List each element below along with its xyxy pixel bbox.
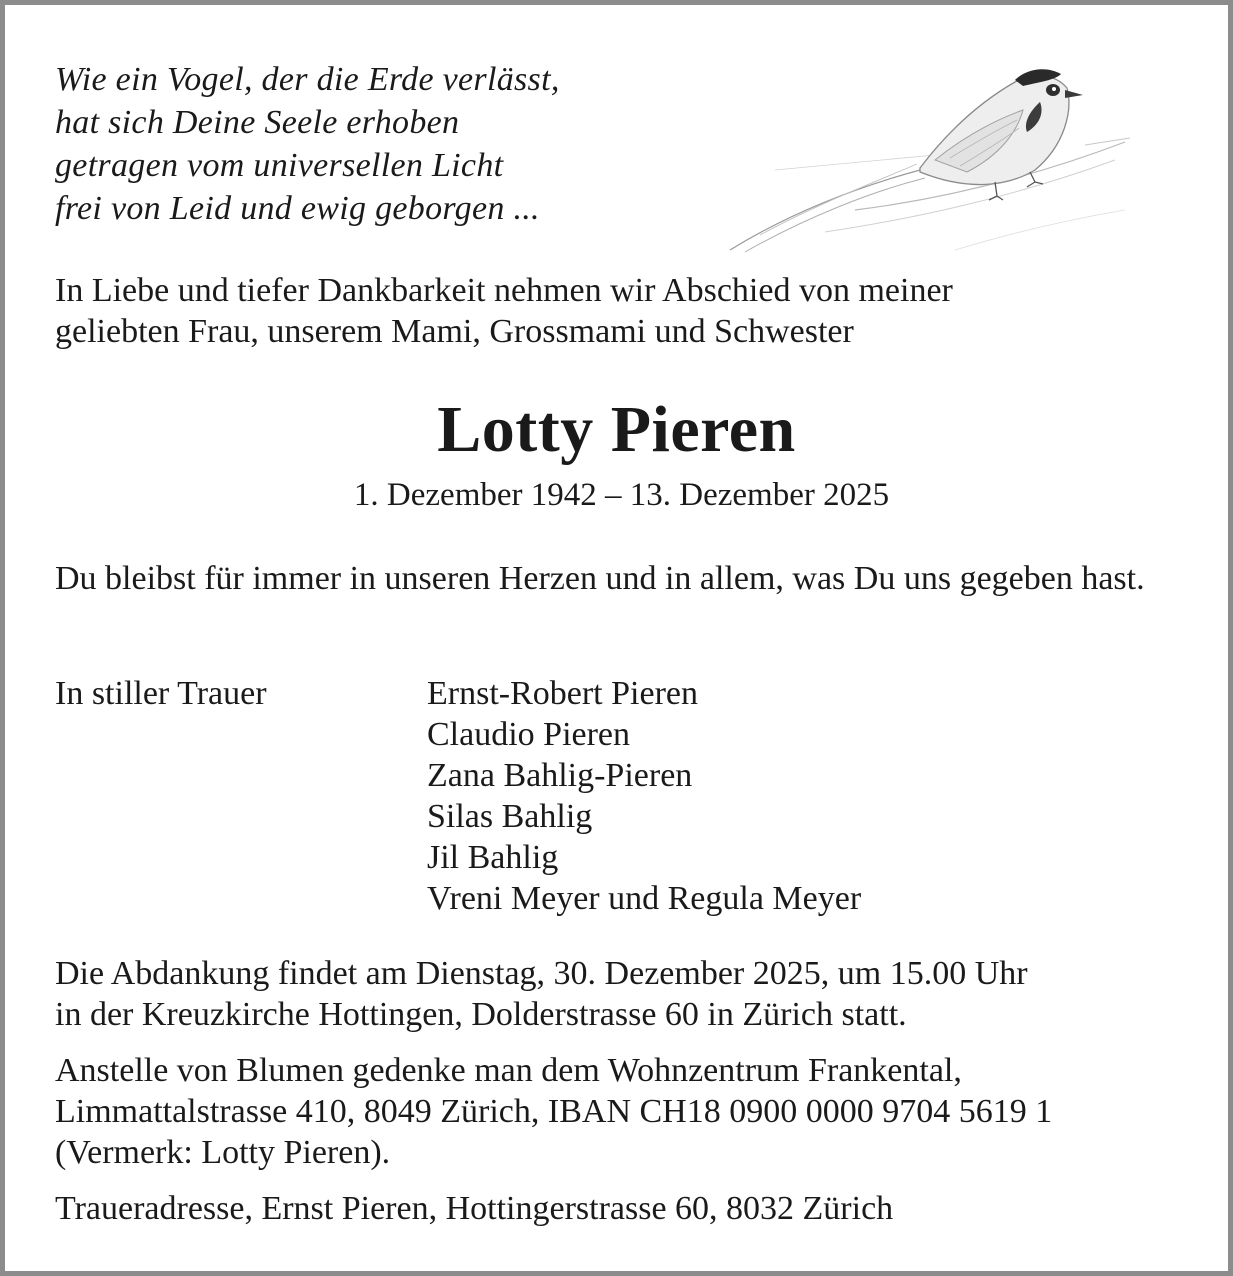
mourning-label: In stiller Trauer [55,675,267,712]
intro-line: geliebten Frau, unserem Mami, Grossmami und Schwester [55,313,854,350]
poem-line: hat sich Deine Seele erhoben [55,104,460,141]
donation-line: Limmattalstrasse 410, 8049 Zürich, IBAN CH18 0900 0000 9704 5619 1 [55,1093,1053,1130]
poem-line: frei von Leid und ewig geborgen ... [55,190,540,227]
life-dates: 1. Dezember 1942 – 13. Dezember 2025 [353,477,890,513]
donation-line: (Vermerk: Lotty Pieren). [55,1134,391,1171]
mourner-name: Jil Bahlig [427,839,559,876]
mourner-name: Vreni Meyer und Regula Meyer [427,880,862,917]
service-info [55,953,1028,1035]
intro-line: In Liebe und tiefer Dankbarkeit nehmen wir Abschied von meiner [55,272,953,309]
poem-line: Wie ein Vogel, der die Erde verlässt, [55,61,560,98]
mourner-name: Silas Bahlig [427,798,593,835]
service-line: Die Abdankung findet am Dienstag, 30. Dezember 2025, um 15.00 Uhr [55,955,1028,992]
mourner-name: Zana Bahlig-Pieren [427,757,693,794]
bird-drawing-icon [705,60,1145,260]
mourner-name: Claudio Pieren [427,716,631,753]
donation-info [55,1050,1052,1173]
poem [55,58,560,230]
poem-line: getragen vom universellen Licht [55,147,504,184]
intro-text [55,270,1195,352]
mourner-name: Ernst-Robert Pieren [427,675,698,712]
mourning-address: Traueradresse, Ernst Pieren, Hottingerstrasse 60, 8032 Zürich [55,1190,894,1227]
dedication-text: Du bleibst für immer in unseren Herzen und in allem, was Du uns gegeben hast. [55,560,1145,597]
service-line: in der Kreuzkirche Hottingen, Dolderstrasse 60 in Zürich statt. [55,996,907,1033]
mourners-list [427,673,861,919]
donation-line: Anstelle von Blumen gedenke man dem Wohnzentrum Frankental, [55,1052,962,1089]
deceased-name: Lotty Pieren [437,393,796,466]
